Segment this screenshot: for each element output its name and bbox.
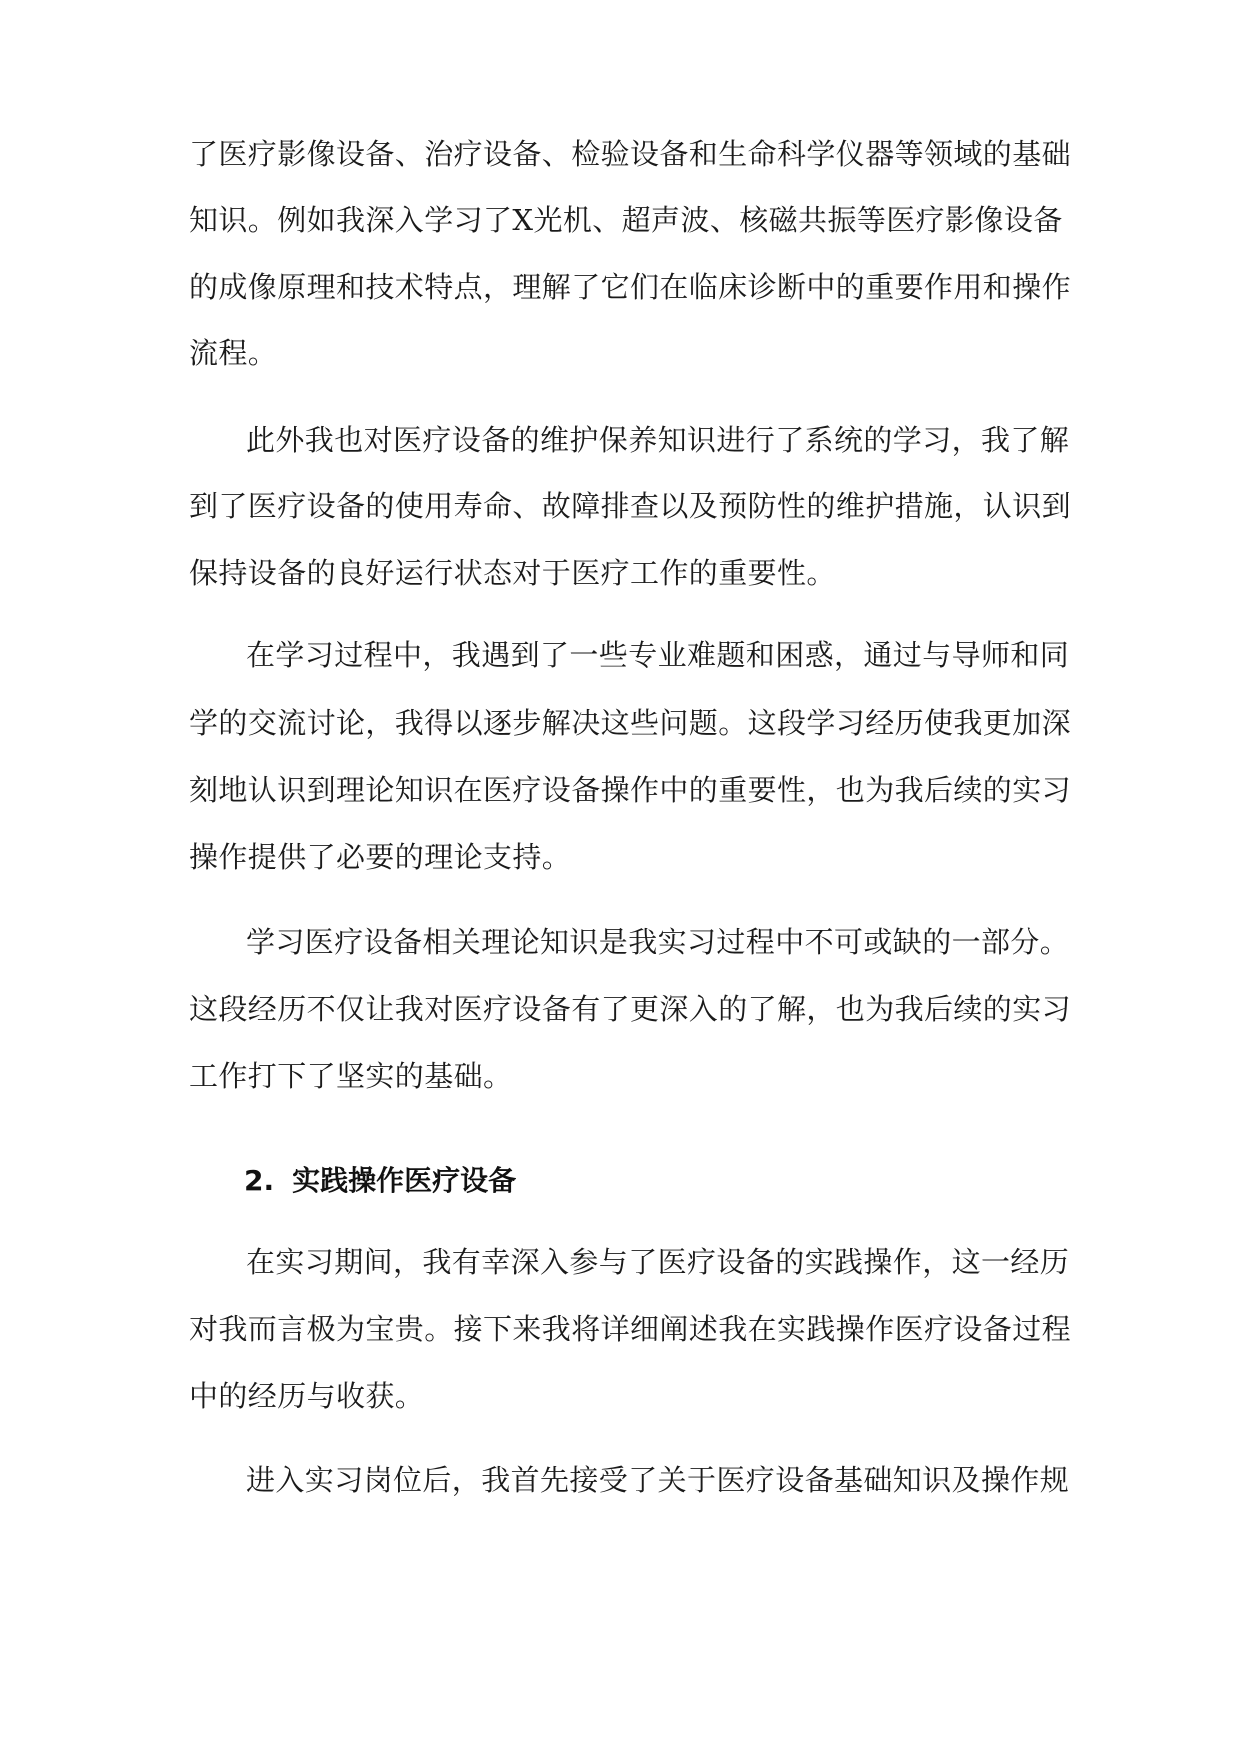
text-line: 了医疗影像设备、治疗设备、检验设备和生命科学仪器等领域的基础 [189,137,1072,171]
text-line: 这段经历不仅让我对医疗设备有了更深入的了解，也为我后续的实习 [189,992,1072,1026]
section-title: 实践操作医疗设备 [292,1164,517,1197]
text-line: 保持设备的良好运行状态对于医疗工作的重要性。 [189,556,836,590]
section-number: 2. [244,1164,275,1197]
text-line: 流程。 [189,336,278,370]
text-line: 进入实习岗位后，我首先接受了关于医疗设备基础知识及操作规 [246,1463,1070,1497]
text-line: 刻地认识到理论知识在医疗设备操作中的重要性，也为我后续的实习 [189,773,1072,807]
text-line: 知识。例如我深入学习了X光机、超声波、核磁共振等医疗影像设备 [189,203,1063,237]
text-line: 此外我也对医疗设备的维护保养知识进行了系统的学习，我了解 [246,423,1070,457]
text-line: 学习医疗设备相关理论知识是我实习过程中不可或缺的一部分。 [246,925,1070,959]
text-line: 对我而言极为宝贵。接下来我将详细阐述我在实践操作医疗设备过程 [189,1312,1072,1346]
text-line: 操作提供了必要的理论支持。 [189,840,572,874]
text-line: 中的经历与收获。 [189,1379,425,1413]
text-line: 学的交流讨论，我得以逐步解决这些问题。这段学习经历使我更加深 [189,706,1072,740]
text-line: 到了医疗设备的使用寿命、故障排查以及预防性的维护措施，认识到 [189,489,1072,523]
section-heading [244,1161,516,1201]
text-line: 的成像原理和技术特点，理解了它们在临床诊断中的重要作用和操作 [189,270,1072,304]
text-line: 在实习期间，我有幸深入参与了医疗设备的实践操作，这一经历 [246,1245,1070,1279]
text-line: 工作打下了坚实的基础。 [189,1059,513,1093]
text-line: 在学习过程中，我遇到了一些专业难题和困惑，通过与导师和同 [246,638,1070,672]
